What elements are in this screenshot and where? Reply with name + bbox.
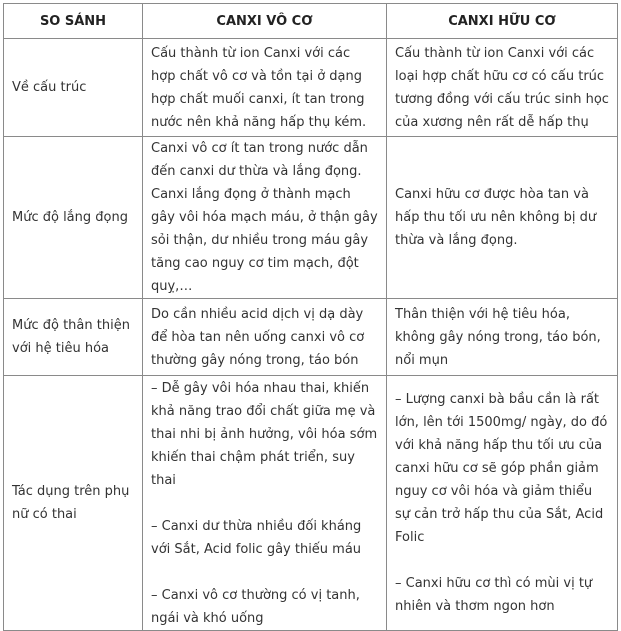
header-compare: SO SÁNH: [4, 4, 143, 39]
inorganic-cell: [143, 39, 387, 137]
organic-point: – Canxi hữu cơ thì có mùi vị tự nhiên và thơm ngon hơn: [395, 576, 593, 614]
criterion-pregnancy-effects: Tác dụng trên phụ nữ có thai: [4, 376, 143, 631]
inorganic-text: Canxi vô cơ ít tan trong nước dẫn đến canxi dư thừa và lắng đọng. Canxi lắng đọng ở thành mạch gây vôi hóa mạch máu, ở thận gây sỏi thận, dư nhiều trong máu gây tăng cao nguy cơ tim mạch, đột quỵ,…: [151, 141, 378, 294]
table-row: [4, 137, 618, 299]
inorganic-point: – Dễ gây vôi hóa nhau thai, khiến khả năng trao đổi chất giữa mẹ và thai nhi bị ảnh hưởng, vôi hóa sớm khiến thai chậm phát triển, suy thai: [151, 380, 378, 488]
organic-point: – Lượng canxi bà bầu cần là rất lớn, lên tới 1500mg/ ngày, do đó với khả năng hấp thu tối ưu của canxi hữu cơ sẽ góp phần giảm nguy cơ vôi hóa và giảm thiểu sự cản trở hấp thu của Sắt, Acid Folic: [395, 392, 608, 545]
organic-text: Thân thiện với hệ tiêu hóa, không gây nóng trong, táo bón, nổi mụn: [395, 306, 601, 368]
organic-text: Cấu thành từ ion Canxi với các loại hợp chất hữu cơ có cấu trúc tương đồng với cấu trúc sinh học của xương nên rất dễ hấp thụ: [395, 45, 609, 130]
organic-text: Canxi hữu cơ được hòa tan và hấp thu tối ưu nên không bị dư thừa và lắng đọng.: [395, 187, 597, 248]
table-row: [4, 376, 618, 631]
inorganic-point: – Canxi dư thừa nhiều đối kháng với Sắt, Acid folic gây thiếu máu: [151, 518, 362, 557]
comparison-table: [3, 3, 618, 631]
organic-cell: [387, 137, 618, 299]
inorganic-text: Cấu thành từ ion Canxi với các hợp chất vô cơ và tồn tại ở dạng hợp chất muối canxi, ít tan trong nước nên khả năng hấp thụ kém.: [151, 45, 367, 130]
inorganic-cell: [143, 376, 387, 631]
inorganic-cell: [143, 299, 387, 376]
organic-cell: [387, 39, 618, 137]
header-inorganic-calcium: CANXI VÔ CƠ: [143, 4, 387, 39]
table-row: [4, 39, 618, 137]
table-row: [4, 299, 618, 376]
criterion-structure: Về cấu trúc: [4, 39, 143, 137]
header-organic-calcium: CANXI HỮU CƠ: [387, 4, 618, 39]
criterion-digestive-friendliness: Mức độ thân thiện với hệ tiêu hóa: [4, 299, 143, 376]
header-row: [4, 4, 618, 39]
inorganic-point: – Canxi vô cơ thường có vị tanh, ngái và khó uống: [151, 587, 360, 626]
inorganic-cell: [143, 137, 387, 299]
organic-cell: [387, 376, 618, 631]
inorganic-text: Do cần nhiều acid dịch vị dạ dày để hòa tan nên uống canxi vô cơ thường gây nóng trong, táo bón: [151, 306, 365, 368]
criterion-deposition: Mức độ lắng đọng: [4, 137, 143, 299]
organic-cell: [387, 299, 618, 376]
